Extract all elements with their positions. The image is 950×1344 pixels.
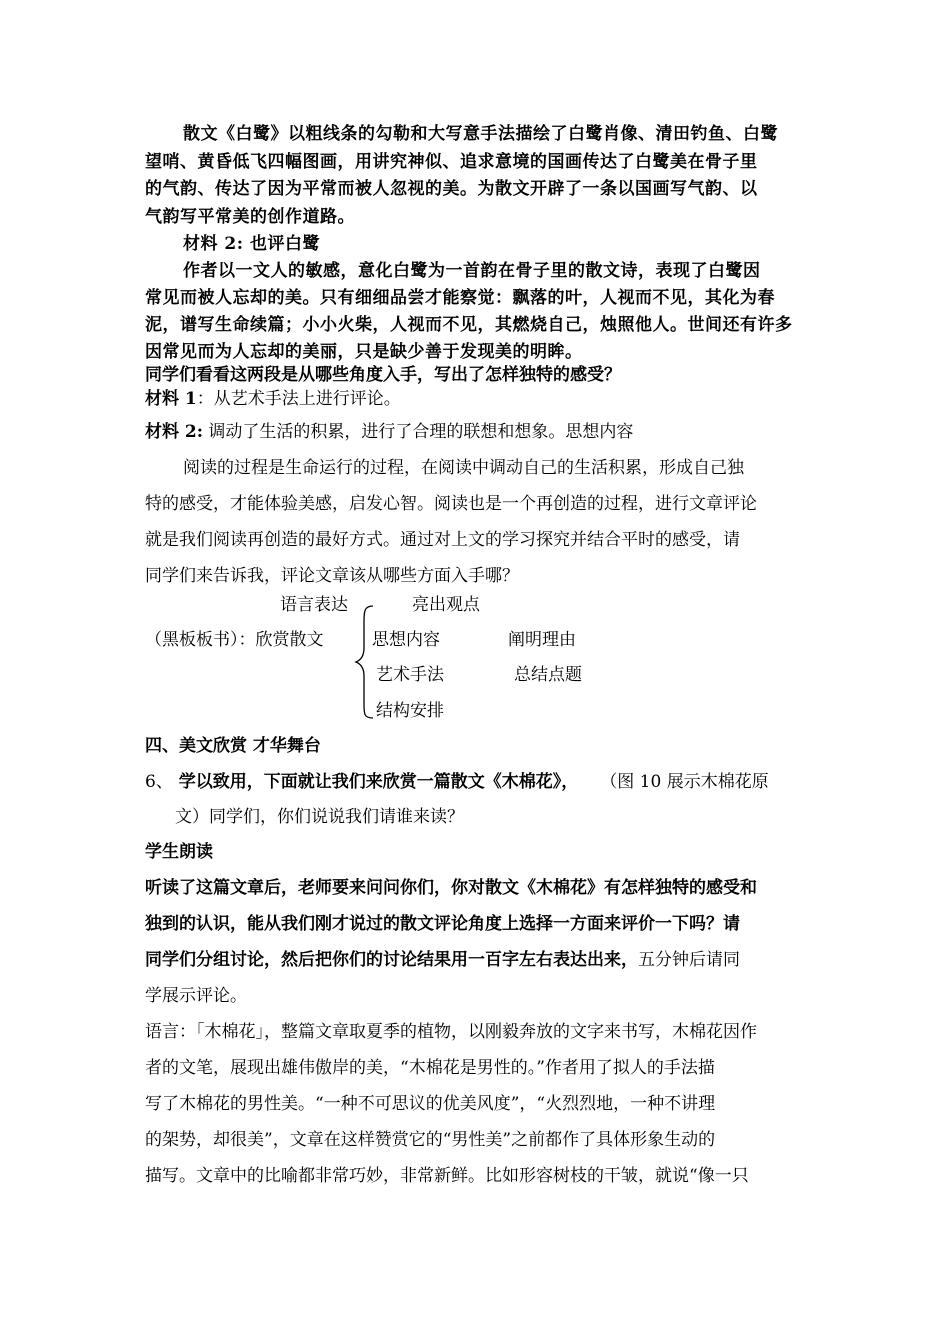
student-read: 学生朗读 — [145, 842, 213, 862]
material-1-label: 材料 1 — [145, 389, 197, 409]
paragraph-line: 写了木棉花的男性美。“一种不可思议的优美风度”，“火烈烈地，一种不讲理 — [145, 1094, 716, 1114]
paragraph-line: 独到的认识，能从我们刚才说过的散文评论角度上选择一方面来评价一下吗？请 — [145, 914, 740, 934]
paragraph-line: 学展示评论。 — [145, 986, 247, 1006]
material-1-text: ：从艺术手法上进行评论。 — [196, 389, 401, 409]
paragraph-line: 作者以一文人的敏感，意化白鹭为一首韵在骨子里的散文诗，表现了白鹭因 — [183, 261, 761, 281]
paragraph-line: 的架势，却很美”，文章在这样赞赏它的“男性美”之前都作了具体形象生动的 — [145, 1130, 716, 1150]
paragraph-line: 同学们来告诉我，评论文章该从哪些方面入手哪？ — [145, 566, 519, 586]
paragraph-line: 常见而被人忘却的美。只有细细品尝才能察觉：飘落的叶，人视而不见，其化为春 — [145, 288, 775, 308]
board-top-left: 语言表达 — [280, 595, 348, 615]
material-2-title: 材料 2: 也评白鹭 — [183, 234, 320, 254]
paragraph-line: 听读了这篇文章后，老师要来问问你们，你对散文《木棉花》有怎样独特的感受和 — [145, 878, 757, 898]
material-1-line — [145, 387, 401, 411]
material-2-text: 调动了生活的积累，进行了合理的联想和想象。思想内容 — [203, 422, 634, 442]
curly-brace-icon — [354, 604, 376, 720]
board-left-item: 结构安排 — [376, 701, 444, 721]
listen-bold: 同学们分组讨论，然后把你们的讨论结果用一百字左右表达出来， — [145, 950, 638, 970]
paragraph-line: 特的感受，才能体验美感，启发心智。阅读也是一个再创造的过程，进行文章评论 — [145, 494, 757, 514]
paragraph-line: 描写。文章中的比喻都非常巧妙，非常新鲜。比如形容树枝的干皱，就说“像一只 — [145, 1166, 749, 1186]
board-prefix: （黑板板书）：欣赏散文 — [145, 630, 324, 650]
item-6-rest: （图 10 展示木棉花原 — [600, 772, 769, 792]
paragraph-line: 气韵写平常美的创作道路。 — [145, 207, 355, 227]
question-line: 同学们看看这两段是从哪些角度入手，写出了怎样独特的感受？ — [145, 365, 621, 385]
board-top-right: 亮出观点 — [412, 595, 480, 615]
item-6-number: 6、 — [145, 772, 173, 792]
paragraph-line: 者的文笔，展现出雄伟傲岸的美，“木棉花是男性的。”作者用了拟人的手法描 — [145, 1058, 715, 1078]
paragraph-line: 语言：「木棉花」，整篇文章取夏季的植物，以刚毅奔放的文字来书写，木棉花因作 — [145, 1022, 757, 1042]
material-2-line — [145, 420, 633, 444]
board-right-item: 阐明理由 — [508, 630, 576, 650]
board-left-item: 思想内容 — [372, 630, 440, 650]
listen-tail: 五分钟后请同 — [638, 950, 740, 970]
paragraph-line: 散文《白鹭》以粗线条的勾勒和大写意手法描绘了白鹭肖像、清田钓鱼、白鹭 — [183, 124, 778, 144]
paragraph-line: 泥，谱写生命续篇；小小火柴，人视而不见，其燃烧自己，烛照他人。世间还有许多 — [145, 315, 793, 335]
board-right-item: 总结点题 — [514, 665, 582, 685]
paragraph-line: 望哨、黄昏低飞四幅图画，用讲究神似、追求意境的国画传达了白鹭美在骨子里 — [145, 152, 758, 172]
item-6-continuation: 文）同学们，你们说说我们请谁来读？ — [175, 807, 464, 827]
paragraph-line: 因常见而为人忘却的美丽，只是缺少善于发现美的明眸。 — [145, 342, 583, 362]
item-6-bold: 学以致用，下面就让我们来欣赏一篇散文《木棉花》， — [172, 772, 579, 792]
paragraph-line: 的气韵、传达了因为平常而被人忽视的美。为散文开辟了一条以国画写气韵、以 — [145, 179, 758, 199]
paragraph-line — [145, 948, 740, 972]
item-6-line — [145, 770, 769, 794]
material-2-label: 材料 2: — [145, 422, 204, 442]
paragraph-line: 就是我们阅读再创造的最好方式。通过对上文的学习探究并结合平时的感受，请 — [145, 530, 740, 550]
paragraph-line: 阅读的过程是生命运行的过程，在阅读中调动自己的生活积累，形成自己独 — [183, 458, 744, 478]
board-left-item: 艺术手法 — [376, 665, 444, 685]
section-heading: 四、美文欣赏 才华舞台 — [145, 736, 321, 756]
